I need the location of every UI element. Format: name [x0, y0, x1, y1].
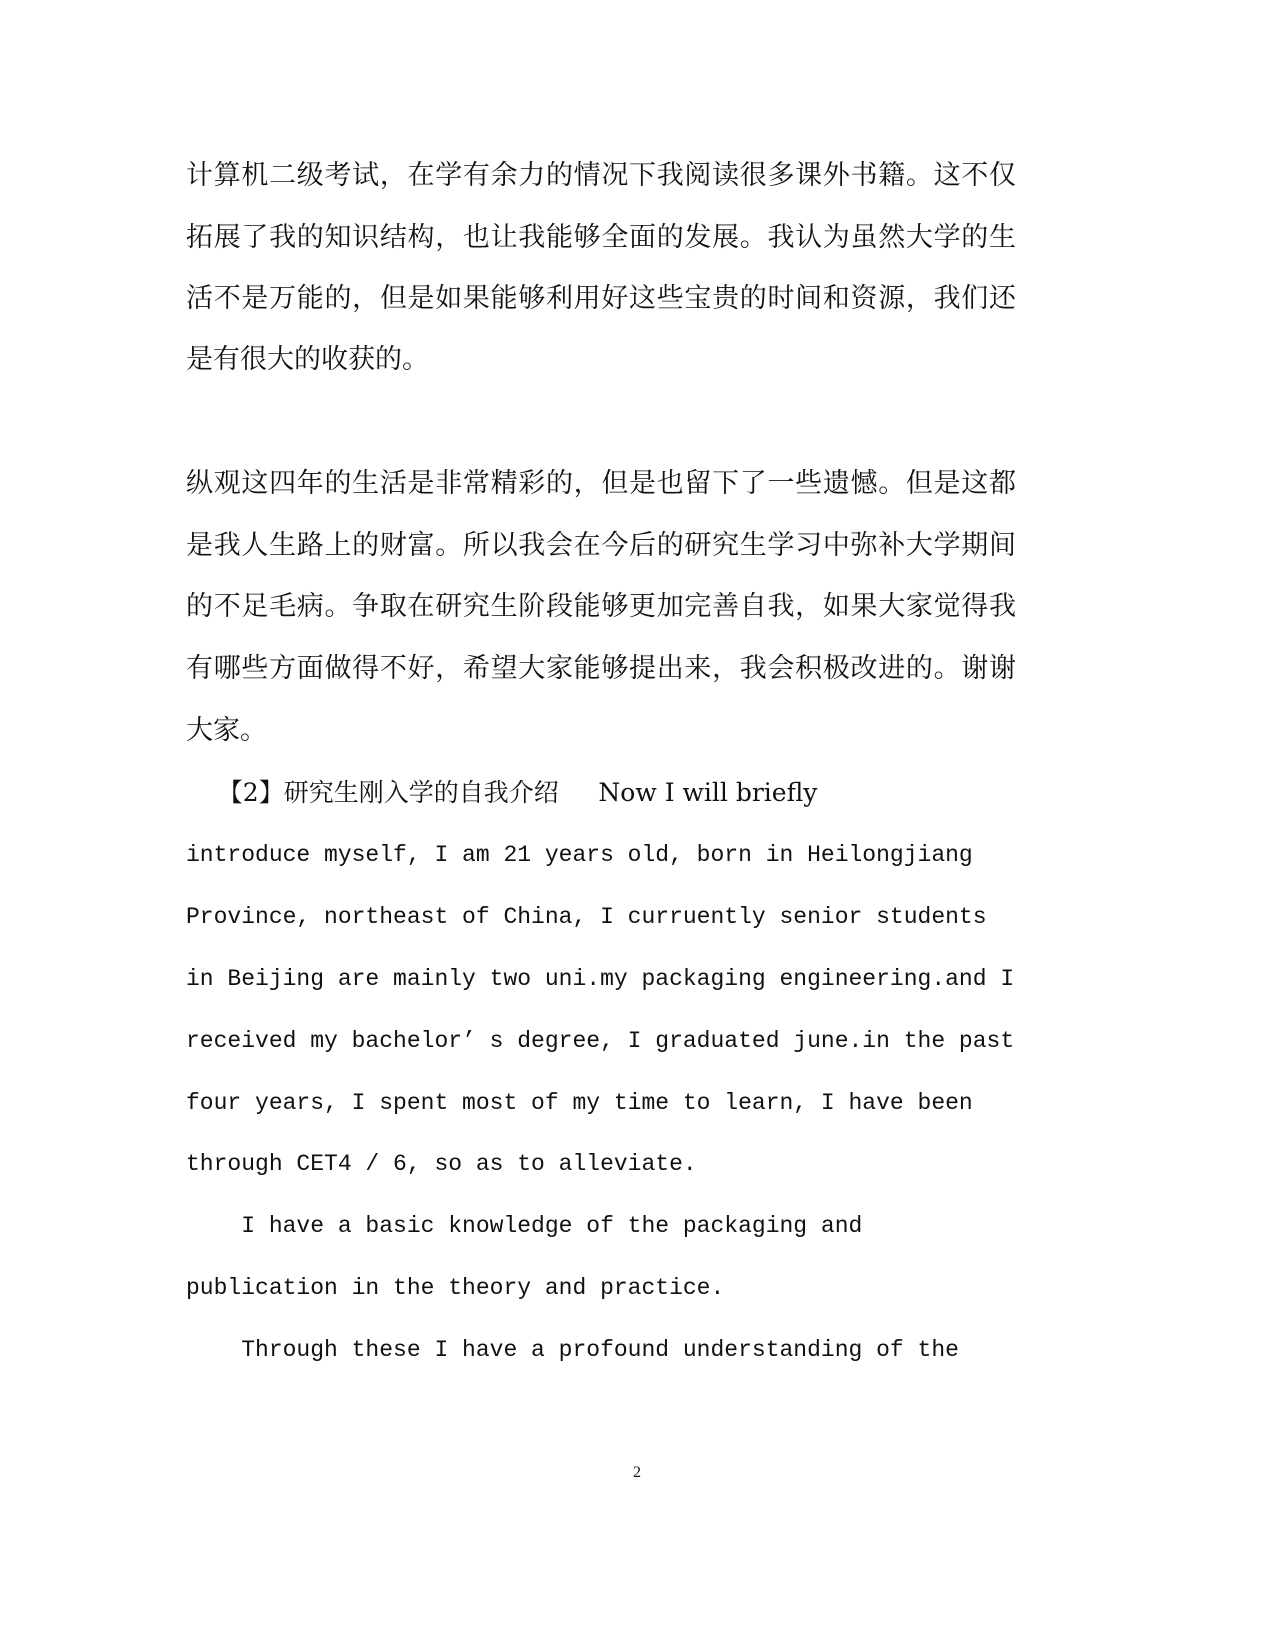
paragraph-line: through CET4 / 6, so as to alleviate. — [186, 1151, 697, 1177]
page-number: 2 — [633, 1464, 641, 1481]
paragraph-line: 活不是万能的，但是如果能够利用好这些宝贵的时间和资源，我们还 — [186, 283, 1016, 314]
paragraph-line: 的不足毛病。争取在研究生阶段能够更加完善自我，如果大家觉得我 — [186, 591, 1016, 622]
paragraph-line: 【2】研究生刚入学的自我介绍 Now I will briefly — [186, 778, 818, 807]
paragraph-line: 大家。 — [186, 715, 267, 746]
paragraph-line: four years, I spent most of my time to learn, I have been — [186, 1090, 973, 1116]
paragraph-line: introduce myself, I am 21 years old, born in Heilongjiang — [186, 842, 973, 868]
paragraph-line: 拓展了我的知识结构，也让我能够全面的发展。我认为虽然大学的生 — [186, 222, 1016, 253]
paragraph-line: 有哪些方面做得不好，希望大家能够提出来，我会积极改进的。谢谢 — [186, 653, 1016, 684]
paragraph-line: received my bachelor’ s degree, I graduated june.in the past — [186, 1028, 1015, 1054]
paragraph-line: publication in the theory and practice. — [186, 1275, 725, 1301]
paragraph-line: 计算机二级考试，在学有余力的情况下我阅读很多课外书籍。这不仅 — [186, 160, 1016, 191]
paragraph-line: Through these I have a profound understanding of the — [186, 1337, 959, 1363]
paragraph-line: 是有很大的收获的。 — [186, 344, 429, 375]
paragraph-line: I have a basic knowledge of the packaging and — [186, 1213, 863, 1239]
paragraph-line: Province, northeast of China, I curruently senior students — [186, 904, 987, 930]
paragraph-line: 是我人生路上的财富。所以我会在今后的研究生学习中弥补大学期间 — [186, 530, 1016, 561]
paragraph-line: 纵观这四年的生活是非常精彩的，但是也留下了一些遗憾。但是这都 — [186, 468, 1016, 499]
paragraph-line: in Beijing are mainly two uni.my packaging engineering.and I — [186, 966, 1015, 992]
